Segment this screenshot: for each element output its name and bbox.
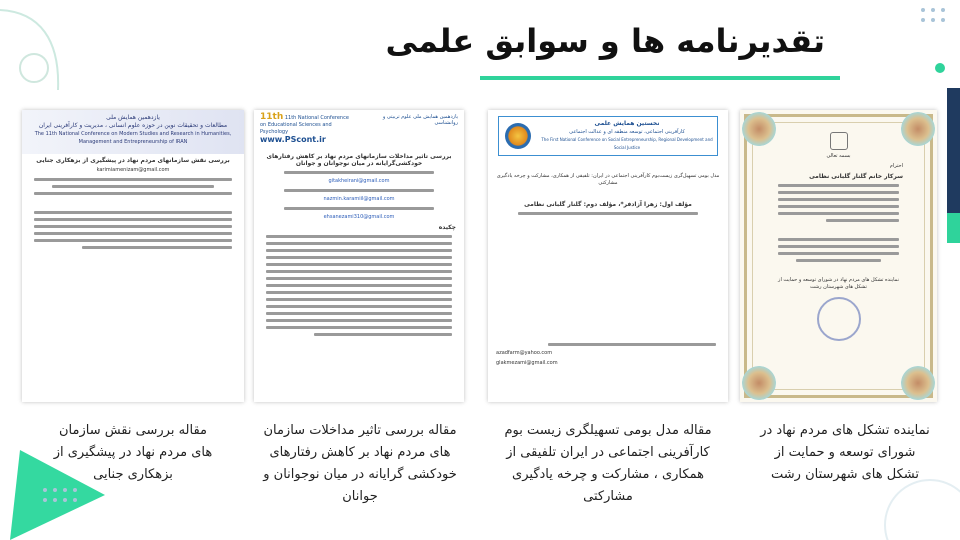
doc4-stamp-icon (817, 297, 861, 341)
doc3-caption: مقاله مدل بومی تسهیلگری زیست بوم کارآفرینی اجتماعی در ایران تلفیقی از همکاری ، مشارکت و چرخه یادگیری مشارکتی (504, 423, 712, 504)
doc1-banner-line2: مطالعات و تحقیقات نوین در حوزه علوم انسانی ، مدیریت و کارآفرینی ایران (38, 122, 228, 129)
doc3-email2: glakmezami@gmail.com (496, 360, 558, 366)
doc2-email1: gitakheirani@gmail.com (328, 178, 390, 184)
doc2-caption: مقاله بررسی تاثیر مداخلات سازمان های مردم نهاد بر کاهش رفتارهای خودکشی گرایانه در میان نوجوانان و جوانان (263, 423, 457, 504)
decor-side-bar-blue (947, 88, 960, 213)
title-underline (480, 76, 840, 80)
document-3-thumbnail[interactable] (488, 110, 728, 402)
doc4-signer: نماینده تشکل های مردم نهاد در شورای توسعه و حمایت از تشکل های شهرستان رشت (778, 277, 899, 290)
doc2-header: 11th 11th National Conference on Educational Sciences and Psychology www.PScont.ir یازدهمین همایش ملی علوم تربیتی و روانشناسی (260, 112, 458, 144)
doc4-caption: نماینده تشکل های مردم نهاد در شورای توسعه و حمایت از تشکل های شهرستان رشت (760, 423, 930, 482)
doc4-salutation: احترام (889, 163, 903, 169)
doc2-abstract-label: چکیده (438, 224, 456, 231)
document-4-certificate[interactable] (740, 110, 937, 402)
doc3-banner-line2: کارآفرینی اجتماعی، توسعه منطقه ای و عدالت اجتماعی (569, 129, 685, 135)
doc3-banner-en: The First National Conference on Social Entrepreneurship, Regional Development and Social Justice (541, 137, 713, 150)
doc3-email1: azadfarm@yahoo.com (496, 350, 553, 356)
doc3-paper-title: مدل بومی تسهیل‌گری زیست‌بوم کارآفرینی اجتماعی در ایران: تلفیقی از همکاری، مشارکت و چرخه یادگیری مشارکتی (496, 173, 720, 186)
doc3-logo-icon (505, 123, 531, 149)
doc3-banner-line1: نخستین همایش علمی (594, 120, 660, 127)
doc4-heading: بسمه تعالی (826, 153, 851, 159)
doc1-banner (22, 110, 244, 154)
doc2-banner-en: 11th National Conference on Educational Sciences and Psychology (260, 115, 349, 135)
doc3-banner (498, 116, 718, 156)
decor-side-bar-green (947, 213, 960, 243)
doc1-caption: مقاله بررسی نقش سازمان های مردم نهاد در پیشگیری از بزهکاری جنایی (53, 423, 213, 482)
decor-dots-left (40, 485, 100, 515)
document-2-thumbnail[interactable] (254, 110, 464, 402)
doc1-banner-line1: یازدهمین همایش ملی (106, 114, 160, 121)
doc4-emblem-icon (830, 132, 848, 150)
doc2-site: www.PScont.ir (260, 135, 326, 144)
doc2-email2: nazmin.karamiil@gmail.com (323, 196, 395, 202)
slide-title: تقدیرنامه ها و سوابق علمی (385, 22, 825, 60)
doc4-recipient: سرکار خانم گلنار گلبانی نظامی (809, 173, 903, 180)
doc2-email3: ehsanezami310@gmail.com (323, 214, 395, 220)
doc2-paper-title: بررسی تاثیر مداخلات سازمانهای مردم نهاد بر کاهش رفتارهای خودکشی‌گرایانه در میان نوجوانان و جوانان (266, 153, 452, 167)
document-1-thumbnail[interactable] (22, 110, 244, 402)
doc2-banner-fa: یازدهمین همایش ملی علوم تربیتی و روانشناسی (382, 114, 458, 126)
decor-dots-right (918, 5, 958, 35)
doc1-banner-en: The 11th National Conference on Modern Studies and Research in Humanities, Management and Entrepreneurship of IRAN (34, 131, 232, 145)
doc1-email: karimiamenizam@gmail.com (96, 167, 170, 173)
doc3-authors: مؤلف اول: زهرا آزادفر*، مؤلف دوم: گلنار گلبانی نظامی (524, 201, 692, 208)
decor-green-dot (935, 63, 945, 73)
decor-circle-top-left (14, 48, 54, 88)
doc1-paper-title: بررسی نقش سازمانهای مردم نهاد در پیشگیری از بزهکاری جنایی (36, 157, 230, 164)
